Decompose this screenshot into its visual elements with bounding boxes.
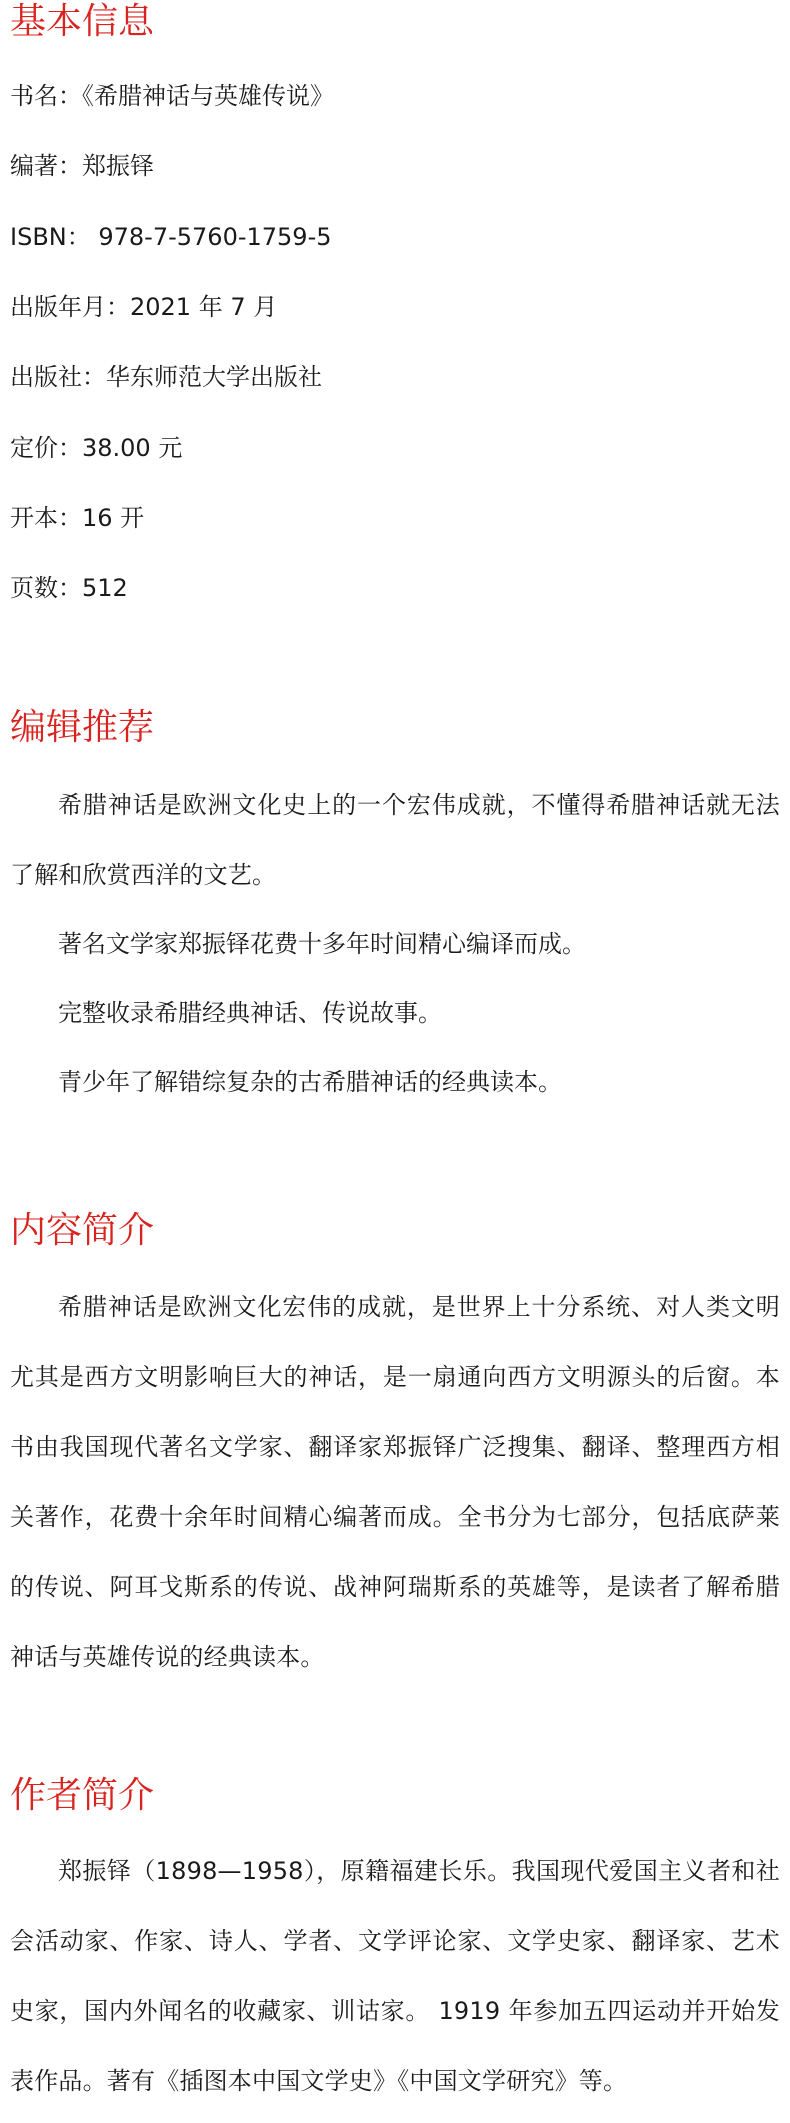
author-intro-heading: 作者简介 [10,1775,155,1816]
content-intro-paragraph: 希腊神话是欧洲文化宏伟的成就，是世界上十分系统、对人类文明尤其是西方文明影响巨大的神话，是一扇通向西方文明源头的后窗。本书由我国现代著名文学家、翻译家郑振铎广泛搜集、翻译、整理西方相关著作，花费十余年时间精心编著而成。全书分为七部分，包括底萨莱的传说、阿耳戈斯系的传说、战神阿瑞斯系的英雄等，是读者了解希腊神话与英雄传说的经典读本。 [10,1293,780,1671]
editor-recommend-heading: 编辑推荐 [10,707,155,748]
publisher-field: 出版社：华东师范大学出版社 [10,363,322,391]
content-intro-heading: 内容简介 [10,1210,155,1251]
editor-field: 编著：郑振铎 [10,152,154,180]
isbn-field: ISBN： 978-7-5760-1759-5 [10,223,332,251]
recommend-item: 著名文学家郑振铎花费十多年时间精心编译而成。 [58,930,586,958]
book-name-field: 书名：《希腊神话与英雄传说》 [10,82,334,110]
pages-field: 页数：512 [10,574,128,602]
author-intro-paragraph: 郑振铎（1898—1958），原籍福建长乐。我国现代爱国主义者和社会活动家、作家、诗人、学者、文学评论家、文学史家、翻译家、艺术史家，国内外闻名的收藏家、训诂家。 1919 年参加五四运动并开始发表作品。著有《插图本中国文学史》《中国文学研究》等。 [10,1857,780,2095]
editor-recommend-paragraph: 希腊神话是欧洲文化史上的一个宏伟成就，不懂得希腊神话就无法了解和欣赏西洋的文艺。 [10,791,780,889]
basic-info-heading: 基本信息 [10,1,155,42]
recommend-item: 青少年了解错综复杂的古希腊神话的经典读本。 [58,1068,562,1096]
recommend-item: 完整收录希腊经典神话、传说故事。 [58,999,442,1027]
price-field: 定价：38.00 元 [10,434,183,462]
format-field: 开本：16 开 [10,504,145,532]
pub-date-field: 出版年月：2021 年 7 月 [10,293,278,321]
